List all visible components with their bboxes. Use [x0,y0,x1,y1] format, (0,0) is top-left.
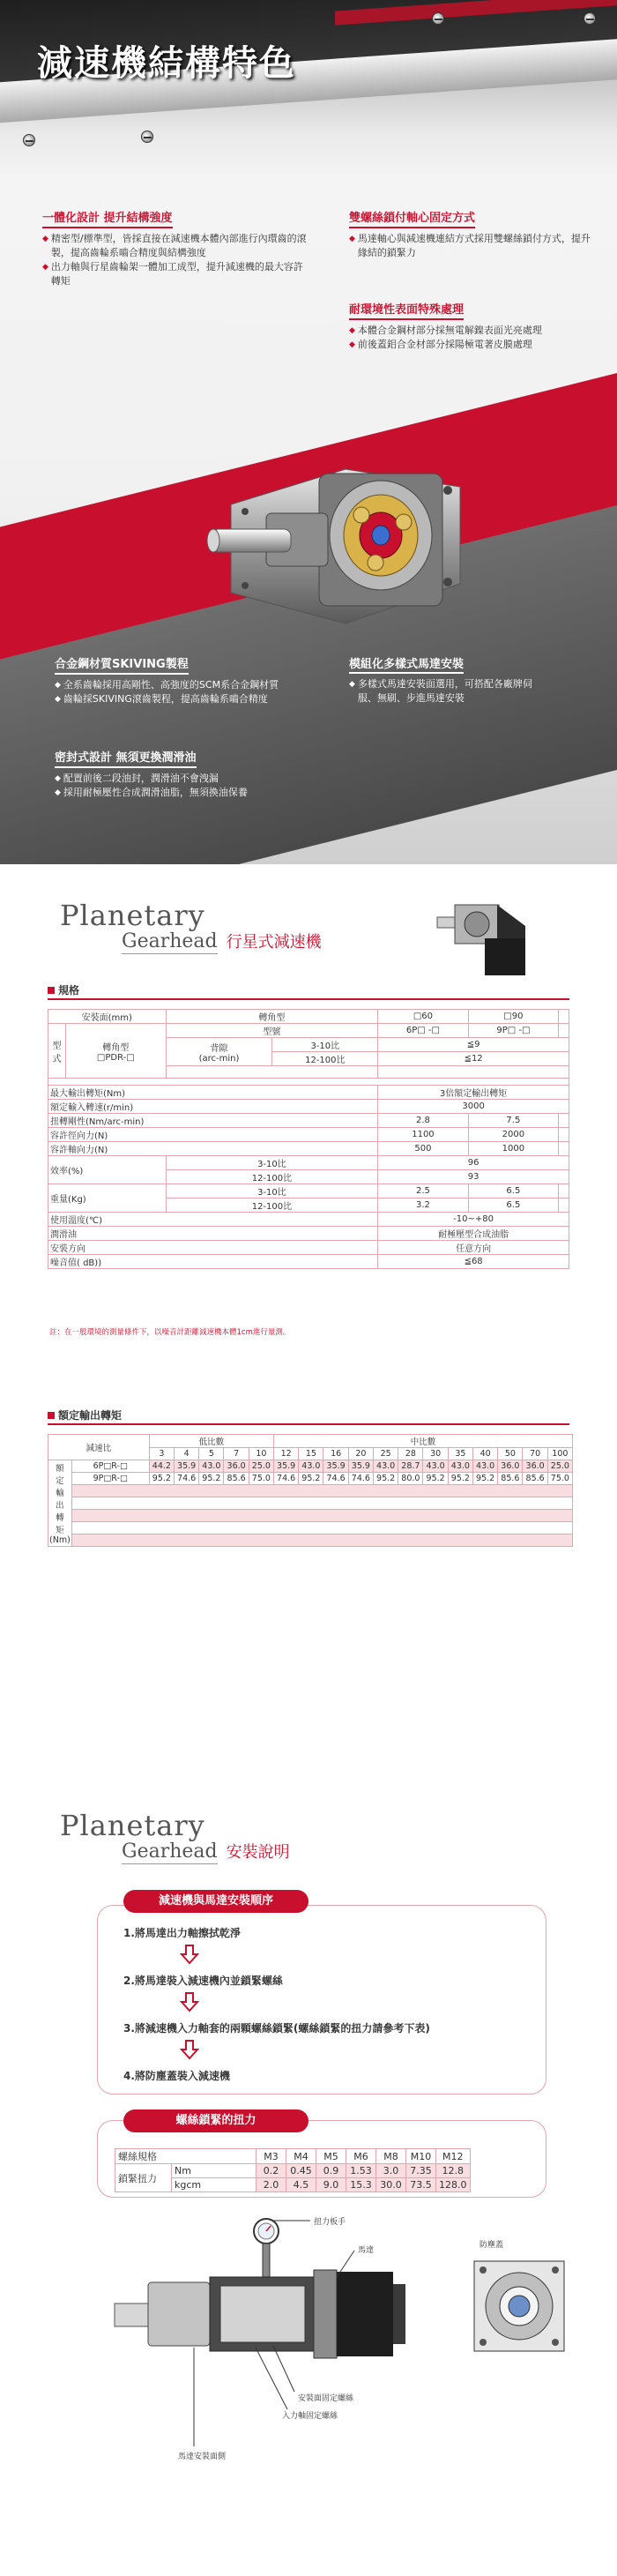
torque-cell: 95.2 [199,1473,224,1485]
ratio-cell: 30 [423,1448,448,1460]
screw-cell: 15.3 [346,2178,376,2192]
screw-cell: 0.2 [256,2164,286,2178]
caption-torque-wrench: 扭力板手 [314,2218,346,2227]
screw-icon [432,12,444,25]
torque-cell: 74.6 [273,1473,298,1485]
screw-torque-title: 螺絲鎖緊的扭力 [123,2109,308,2132]
install-header: Planetary Gearhead 安裝說明 [60,1809,290,1863]
torque-cell: 74.6 [323,1473,348,1485]
ratio-cell: 7 [224,1448,249,1460]
ratio-cell: 16 [323,1448,348,1460]
ratio-cell: 40 [472,1448,497,1460]
hero-title: 減速機結構特色 [37,43,296,84]
section-subtitle: 行星式減速機 [226,933,322,952]
torque-cell: 85.6 [523,1473,547,1485]
torque-cell: 85.6 [224,1473,249,1485]
torque-cell: 35.9 [323,1460,348,1473]
torque-cell: 28.7 [398,1460,423,1473]
arrow-down-icon [180,1945,199,1964]
torque-cell: 95.2 [448,1473,472,1485]
feature-sealed-design: 密封式設計 無須更換潤滑油 ◆ 配置前後二段油封，潤滑油不會洩漏 ◆ 採用耐極壓性合成潤滑油脂，無須換油保養 [55,751,248,798]
screw-cell: 9.0 [316,2178,346,2192]
planetary-header: Planetary Gearhead 行星式減速機 [60,899,322,952]
screw-cell: 0.45 [286,2164,316,2178]
screw-cell: 73.5 [406,2178,436,2192]
section-subtitle: 安裝說明 [226,1843,290,1862]
torque-cell: 43.0 [472,1460,497,1473]
screw-cell: 12.8 [436,2164,471,2178]
screw-icon [141,131,153,143]
torque-cell: 36.0 [224,1460,249,1473]
spec-heading: 規格 [48,982,79,997]
torque-cell: 74.6 [174,1473,198,1485]
torque-cell: 75.0 [547,1473,572,1485]
torque-cell: 35.9 [273,1460,298,1473]
spec-note: 註：在一般環境的測量條件下，以噪音計距離減速機本體1cm進行量測。 [49,1328,291,1337]
ratio-cell: 10 [249,1448,273,1460]
torque-cell: 25.0 [547,1460,572,1473]
gearbox-cutaway-image [196,434,469,637]
torque-cell: 43.0 [448,1460,472,1473]
install-step: 1.將馬達出力軸擦拭乾淨 [123,1927,241,1939]
torque-cell: 75.0 [249,1473,273,1485]
torque-cell: 95.2 [299,1473,323,1485]
caption-dust-cover: 防塵蓋 [479,2241,504,2250]
ratio-cell: 100 [547,1448,572,1460]
screw-cell: 1.53 [346,2164,376,2178]
ratio-cell: 12 [273,1448,298,1460]
torque-top-rule [48,1423,569,1425]
arrow-down-icon [180,1992,199,2012]
torque-cell: 36.0 [498,1460,523,1473]
right-angle-gearbox-image [428,891,543,979]
arrow-down-icon [180,2040,199,2059]
spec-top-rule [48,998,569,1000]
screw-cell: 128.0 [436,2178,471,2192]
screw-cell: M4 [286,2149,316,2164]
install-procedure-title: 減速機與馬達安裝順序 [123,1890,308,1913]
torque-cell: 35.9 [174,1460,198,1473]
torque-cell: 43.0 [299,1460,323,1473]
table-row: 9P□R-□ 95.2 74.6 95.2 85.6 75.0 74.6 95.2 74.6 74.6 95.2 80.0 95.2 95.2 95.2 85.6 85.6 75.0 [48,1473,573,1485]
torque-cell: 36.0 [523,1460,547,1473]
ratio-cell: 3 [149,1448,174,1460]
installation-drawing [106,2215,450,2480]
torque-cell: 43.0 [423,1460,448,1473]
screw-cell: M3 [256,2149,286,2164]
torque-heading: 額定輸出轉矩 [48,1407,122,1422]
caption-motor-face: 馬達安裝面側 [178,2453,227,2461]
ratio-cell: 25 [373,1448,398,1460]
spec-table: 安裝面(mm) 轉角型 □60 □90 型 式 轉角型 □PDR-□ 型號 6P□ -□ 9P□ -□ 背隙 (arc-min) 3-10比 ≦9 12-100比 ≦12 最大輸出轉矩(Nm) 3倍額定輸出轉矩 額定輸入轉速(r/min) 3000 扭轉剛性(Nm/arc-min) 2.8 7.5 容許徑向力(N) 1100 2000 容許軸向力(N) 500 1000 效率(%) 3-10比 96 12-100比 93 重量(Kg) 3-10比 2.5 6.5 12-100比 3.2 6.5 使用溫度(℃) -10~+80 潤滑油 耐極壓型合成油脂 安裝方向 任意方向 噪音值( dB)) ≦68 [48,1009,569,1269]
screw-icon [23,134,35,146]
feature-modular-motor: 模組化多樣式馬達安裝 ◆ 多樣式馬達安裝面選用，可搭配各廠牌伺服、無刷、步進馬達安裝 [349,658,532,704]
install-step: 4.將防塵蓋裝入減速機 [123,2070,230,2082]
install-step: 3.將減速機入力軸套的兩顆螺絲鎖緊(螺絲鎖緊的扭力請參考下表) [123,2022,430,2035]
ratio-cell: 28 [398,1448,423,1460]
torque-cell: 43.0 [199,1460,224,1473]
torque-cell: 74.6 [348,1473,373,1485]
screw-cell: M12 [436,2149,471,2164]
screw-torque-table: 螺絲規格 M3 M4 M5 M6 M8 M10 M12 鎖緊扭力 Nm 0.2 0.45 0.9 1.53 3.0 7.35 12.8 kgcm 2.0 4.5 9.0 15.3 30.0 73.5 128.0 [115,2148,471,2192]
torque-cell: 25.0 [249,1460,273,1473]
feature-double-screw: 雙螺絲鎖付軸心固定方式 ◆ 馬達軸心與減速機連結方式採用雙螺絲鎖付方式，提升緣結的鎖緊力 [349,212,591,258]
torque-cell: 85.6 [498,1473,523,1485]
torque-cell: 95.2 [373,1473,398,1485]
screw-cell: M6 [346,2149,376,2164]
ratio-cell: 4 [174,1448,198,1460]
hero-banner [0,0,617,159]
feature-alloy-skiving: 合金鋼材質SKIVING製程 ◆ 全系齒輪採用高剛性、高強度的SCM系合金鋼材質 ◆ 齒輪採SKIVING滾齒製程，提高齒輪系嚙合精度 [55,658,279,705]
install-step: 2.將馬達裝入減速機內並鎖緊螺絲 [123,1975,283,1987]
torque-cell: 35.9 [348,1460,373,1473]
torque-cell: 43.0 [373,1460,398,1473]
screw-cell: 30.0 [376,2178,406,2192]
ratio-cell: 5 [199,1448,224,1460]
hero-section [0,0,617,864]
torque-cell: 95.2 [149,1473,174,1485]
feature-one-piece: 一體化設計 提升結構強度 ◆ 精密型/標準型，皆採直接在減速機本體內部進行內環齒的滾製，提高齒輪系嚙合精度與結構強度 ◆ 出力軸與行星齒輪架一體加工成型，提升減速機的最大容許轉矩 [42,212,307,287]
caption-input-screw: 入力軸固定螺絲 [282,2412,338,2421]
screw-cell: 4.5 [286,2178,316,2192]
screw-cell: M8 [376,2149,406,2164]
ratio-cell: 20 [348,1448,373,1460]
screw-cell: 0.9 [316,2164,346,2178]
ratio-cell: 15 [299,1448,323,1460]
screw-cell: 7.35 [406,2164,436,2178]
table-row: 額 定 輸 出 轉 矩 (Nm) 6P□R-□ 44.2 35.9 43.0 36.0 25.0 35.9 43.0 35.9 35.9 43.0 28.7 43.0 43.0 43.0 36.0 36.0 25.0 [48,1460,573,1473]
screw-cell: 2.0 [256,2178,286,2192]
torque-cell: 80.0 [398,1473,423,1485]
torque-cell: 44.2 [149,1460,174,1473]
screw-cell: 3.0 [376,2164,406,2178]
torque-cell: 95.2 [472,1473,497,1485]
ratio-cell: 70 [523,1448,547,1460]
screw-cell: M5 [316,2149,346,2164]
caption-fix-screw: 安裝面固定螺絲 [298,2394,354,2403]
ratio-cell: 50 [498,1448,523,1460]
torque-cell: 95.2 [423,1473,448,1485]
dust-cover-drawing [471,2258,568,2355]
caption-motor: 馬達 [358,2246,375,2255]
ratio-cell: 35 [448,1448,472,1460]
screw-icon [584,12,596,25]
torque-table: 減速比 低比數 中比數 3 4 5 7 10 12 15 16 20 25 28 30 35 40 50 70 100 額 定 輸 出 轉 矩 (Nm) 6P□R-□ 44.2 35.9 43.0 36.0 25.0 35.9 43.0 35.9 35.9 43.0 28.7 43.0 43.0 43.0 36.0 36.0 25.0 9P□R-□ 95.2 74.6 95.2 85.6 75.0 74.6 95.2 74.6 74.6 95.2 80.0 95.2 95.2 95.2 85.6 85.6 75.0 [48,1434,573,1547]
screw-cell: M10 [406,2149,436,2164]
feature-surface-treatment: 耐環境性表面特殊處理 ◆ 本體合金鋼材部分採無電解鎳表面光亮處理 ◆ 前後蓋鋁合金材部分採陽極電著皮膜處理 [349,303,542,350]
